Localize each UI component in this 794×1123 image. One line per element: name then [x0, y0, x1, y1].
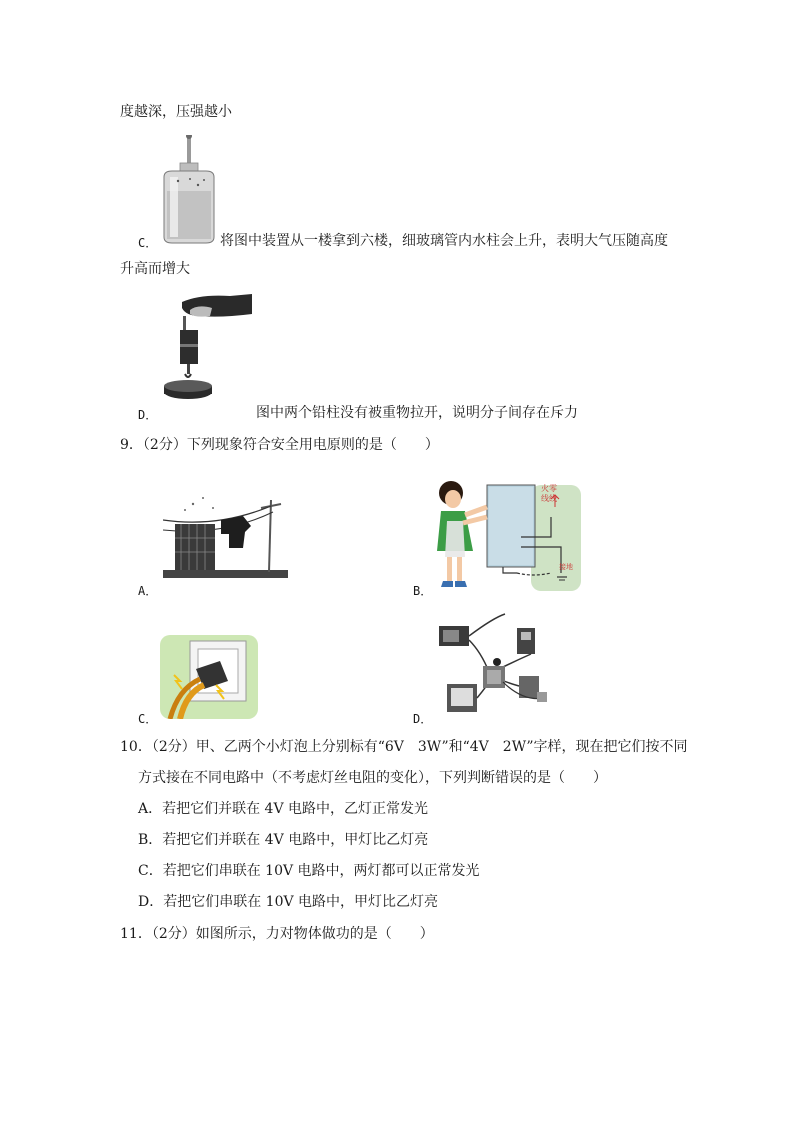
lead-cylinders-image — [160, 292, 256, 410]
q8-option-c-label: C． — [138, 236, 158, 250]
q9-option-b-label: B． — [413, 584, 433, 598]
q9-stem: 9．（2分）下列现象符合安全用电原则的是（ ） — [120, 437, 439, 453]
b-label-wire: 线线 — [541, 494, 557, 503]
q8-option-d-label: D． — [138, 408, 158, 422]
b-label-ground: 接地 — [559, 563, 573, 571]
q10-option-a: A．若把它们并联在 4V 电路中，乙灯正常发光 — [138, 801, 429, 817]
option-b-image — [433, 477, 581, 591]
q10-stem-line2: 方式接在不同电路中（不考虑灯丝电阻的变化），下列判断错误的是（ ） — [138, 770, 607, 786]
b-label-live-neutral: 火零 — [541, 484, 557, 493]
q8-option-b-tail: 度越深，压强越小 — [120, 104, 232, 120]
q10-option-d: D．若把它们串联在 10V 电路中，甲灯比乙灯亮 — [138, 894, 439, 910]
q8-option-d-text: 图中两个铅柱没有被重物拉开，说明分子间存在斥力 — [256, 405, 578, 421]
option-a-image — [163, 490, 288, 578]
q9-option-a-label: A． — [138, 584, 158, 598]
option-c-image — [160, 633, 258, 719]
q10-option-b: B．若把它们并联在 4V 电路中，甲灯比乙灯亮 — [138, 832, 429, 848]
q8-option-c-text-line1: 将图中装置从一楼拿到六楼，细玻璃管内水柱会上升，表明大气压随高度 — [220, 233, 668, 249]
option-d-image — [433, 612, 551, 720]
q9-option-d-label: D． — [413, 712, 433, 726]
q10-stem-line1: 10．（2分）甲、乙两个小灯泡上分别标有“6V 3W”和“4V 2W”字样，现在把它们按不同 — [120, 739, 688, 755]
q8-option-c-text-line2: 升高而增大 — [120, 261, 190, 277]
q9-option-c-label: C． — [138, 712, 158, 726]
bottle-tube-image — [160, 135, 218, 245]
q10-option-c: C．若把它们串联在 10V 电路中，两灯都可以正常发光 — [138, 863, 480, 879]
q11-stem: 11．（2分）如图所示，力对物体做功的是（ ） — [120, 926, 434, 942]
